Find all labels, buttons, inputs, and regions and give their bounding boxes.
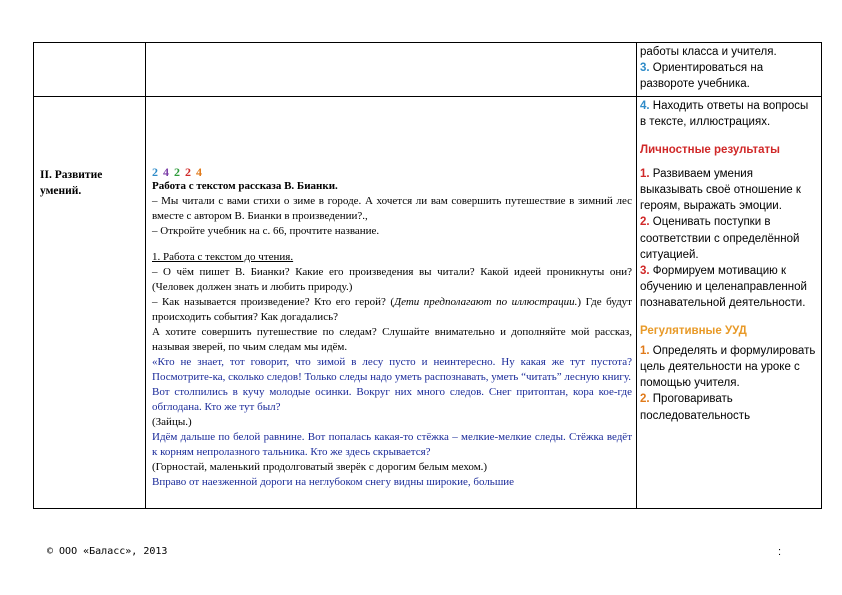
step-numbers: 2 4 2 2 4 <box>152 165 203 180</box>
content-cell <box>146 97 637 509</box>
paragraph: – Мы читали с вами стихи о зиме в городе. А хочется ли вам совершить путешествие в зимний лес вместе с автором В. Бианки в произведении?., <box>152 195 632 223</box>
stage-title: II. Развитие умений. <box>40 169 103 198</box>
table-row <box>34 43 822 97</box>
answer: (Зайцы.) <box>152 416 192 429</box>
subheading: 1. Работа с текстом до чтения. <box>152 251 294 264</box>
paragraph: – Как называется произведение? Кто его герой? (Дети предполагают по иллюстрации.) Где будут происходить события? Как догадались? <box>152 296 632 324</box>
paragraph: – Откройте учебник на с. 66, прочтите название. <box>152 225 380 238</box>
story-paragraph: «Кто не знает, тот говорит, что зимой в лесу пусто и неинтересно. Ну какая же тут пустота? Посмотрите-ка, сколько следов! Только следы надо уметь распознавать, уметь “читать” лесную книгу. <box>152 356 632 384</box>
personal-results-heading: Личностные результаты <box>640 143 780 156</box>
result-item: 1. Определять и формулировать цель деятельности на уроке с помощью учителя. <box>640 344 816 390</box>
footer-copyright: © ООО «Баласс», 2013 <box>47 546 168 557</box>
result-item: 2. Оценивать поступки в соответствии с определённой ситуацией. <box>640 216 800 261</box>
result-item: 1. Развиваем умения выказывать своё отношение к героям, выражать эмоции. <box>640 167 801 213</box>
result-item: 2. Проговаривать последовательность <box>640 393 751 422</box>
results-cell <box>637 43 822 97</box>
result-line: работы класса и учителя. <box>640 46 777 58</box>
story-paragraph: Вправо от наезженной дороги на неглубоком снегу видны широкие, большие <box>152 476 515 489</box>
page-mark: : <box>778 546 782 558</box>
content-cell <box>146 43 637 97</box>
paragraph: А хотите совершить путешествие по следам? Слушайте внимательно и дополняйте мой рассказ, называя зверей, по чьим следам мы идём. <box>152 326 632 354</box>
stage-cell <box>34 43 146 97</box>
lesson-plan-table <box>33 42 822 509</box>
table-row <box>34 97 822 509</box>
paragraph: – О чём пишет В. Бианки? Какие его произведения вы читали? Какой идеей проникнуты они? (Человек должен знать и любить природу.) <box>152 266 632 294</box>
stage-cell <box>34 97 146 509</box>
answer: (Горностай, маленький продолговатый зверёк с дорогим белым мехом.) <box>152 461 488 474</box>
regulative-heading: Регулятивные УУД <box>640 324 747 337</box>
section-heading: Работа с текстом рассказа В. Бианки. <box>152 180 338 193</box>
story-paragraph: Вот столпились в кучу молодые осинки. Вокруг них много следов. Снег притоптан, кора кое-где обглодана. Кто же тут был? <box>152 386 632 414</box>
result-item: 3. Формируем мотивацию к обучению и целенаправленной познавательной деятельности. <box>640 264 807 310</box>
result-item: 4. Находить ответы на вопросы в тексте, иллюстрациях. <box>640 100 809 129</box>
result-item: 3. Ориентироваться на развороте учебника. <box>640 62 764 91</box>
results-cell <box>637 97 822 509</box>
story-paragraph: Идём дальше по белой равнине. Вот попалась какая-то стёжка – мелкие-мелкие следы. Стёжка ведёт к корням непролазного тальника. Кто же здесь скрывается? <box>152 431 632 459</box>
